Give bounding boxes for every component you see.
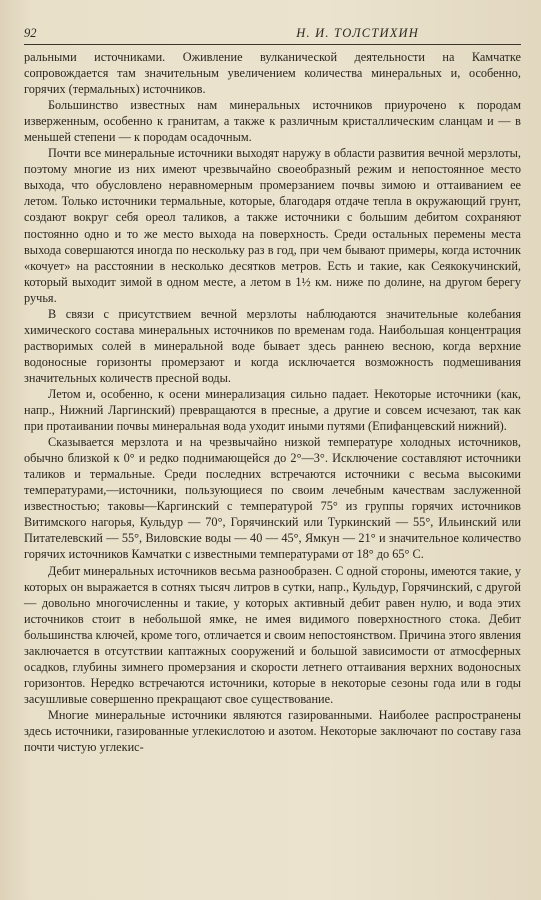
- paragraph: Дебит минеральных источников весьма разнообразен. С одной стороны, имеются такие, у которых он выражается в сотнях тысяч литров в сутки, напр., Кульдур, Горячинский, с другой — довольно многочисленны и такие, у которых активный дебит равен нулю, и вода этих источников стоит в небольшой ямке, не имея видимого поверхностного стока. Дебит большинства ключей, кроме того, отличается и своим непостоянством. Причина этого явления заключается в отсутствии каптажных сооружений и большой зависимости от атмосферных осадков, глубины зимнего промерзания и скорости летнего оттаивания верхних водоносных горизонтов. Нередко встречаются источники, которые в некоторые сезоны года или в годы засушливые совершенно прекращают свое существование.: [24, 563, 521, 706]
- body-text: [24, 49, 521, 755]
- paragraph: Многие минеральные источники являются газированными. Наиболее распространены здесь источники, газированные углекислотою и азотом. Некоторые заключают по составу газа почти чистую углекис-: [24, 707, 521, 755]
- paragraph: В связи с присутствием вечной мерзлоты наблюдаются значительные колебания химического состава минеральных источников по временам года. Наибольшая концентрация растворимых солей в минеральной воде бывает здесь раннею весною, когда верхние водоносные горизонты промерзают и когда исключается возможность подмешивания значительных количеств пресной воды.: [24, 306, 521, 385]
- paragraph: Сказывается мерзлота и на чрезвычайно низкой температуре холодных источников, обычно близкой к 0° и редко поднимающейся до 2°—3°. Исключение составляют источники таликов и термальные. Среди последних встречаются источники с весьма высокими температурами,—источники, пользующиеся по своим лечебным качествам заслуженной известностью; таковы—Каргинский с температурой 75° из группы горячих источников Витимского нагорья, Кульдур — 70°, Горячинский или Туркинский — 55°, Ильинский или Питателевский — 55°, Виловские воды — 40 — 45°, Ямкун — 21° и значительное количество горячих источников Камчатки с известными температурами от 18° до 65° С.: [24, 435, 521, 562]
- header-rule: [24, 44, 521, 45]
- paragraph: Летом и, особенно, к осени минерализация сильно падает. Некоторые источники (как, напр., Нижний Ларгинский) превращаются в пресные, а другие и совсем исчезают, так как при протаивании почвы минеральная вода уходит иными путями (Епифанцевский нижний).: [24, 386, 521, 434]
- paragraph: ральными источниками. Оживление вулканической деятельности на Камчатке сопровождается там значительным увеличением количества минеральных и, особенно, горячих (термальных) источников.: [24, 50, 521, 97]
- running-title: Н. И. ТОЛСТИХИН: [296, 26, 419, 40]
- page-number: 92: [24, 26, 37, 40]
- paragraph: Почти все минеральные источники выходят наружу в области развития вечной мерзлоты, поэтому многие из них имеют чрезвычайно своеобразный режим и непостоянное место выхода, что обусловлено неравномерным промерзанием почвы зимою и оттаиванием ее летом. Только источники термальные, которые, благодаря отдаче тепла в окружающий грунт, создают вокруг себя ореол таликов, а также источники с большим дебитом сохраняют постоянно одно и то же место выхода на поверхность. Среди остальных перемены места выхода совершаются иногда по нескольку раз в год, при чем бывают примеры, когда источник «кочует» на расстоянии в несколько десятков метров. Есть и такие, как Сеякокучинский, который выходит зимой в одном месте, а летом в 1½ км. ниже по долине, на другом берегу ручья.: [24, 146, 521, 305]
- page-header: [24, 26, 521, 42]
- paragraph: Большинство известных нам минеральных источников приурочено к породам изверженным, особенно к гранитам, а также к различным кристаллическим сланцам и — в меньшей степени — к породам осадочным.: [24, 98, 521, 145]
